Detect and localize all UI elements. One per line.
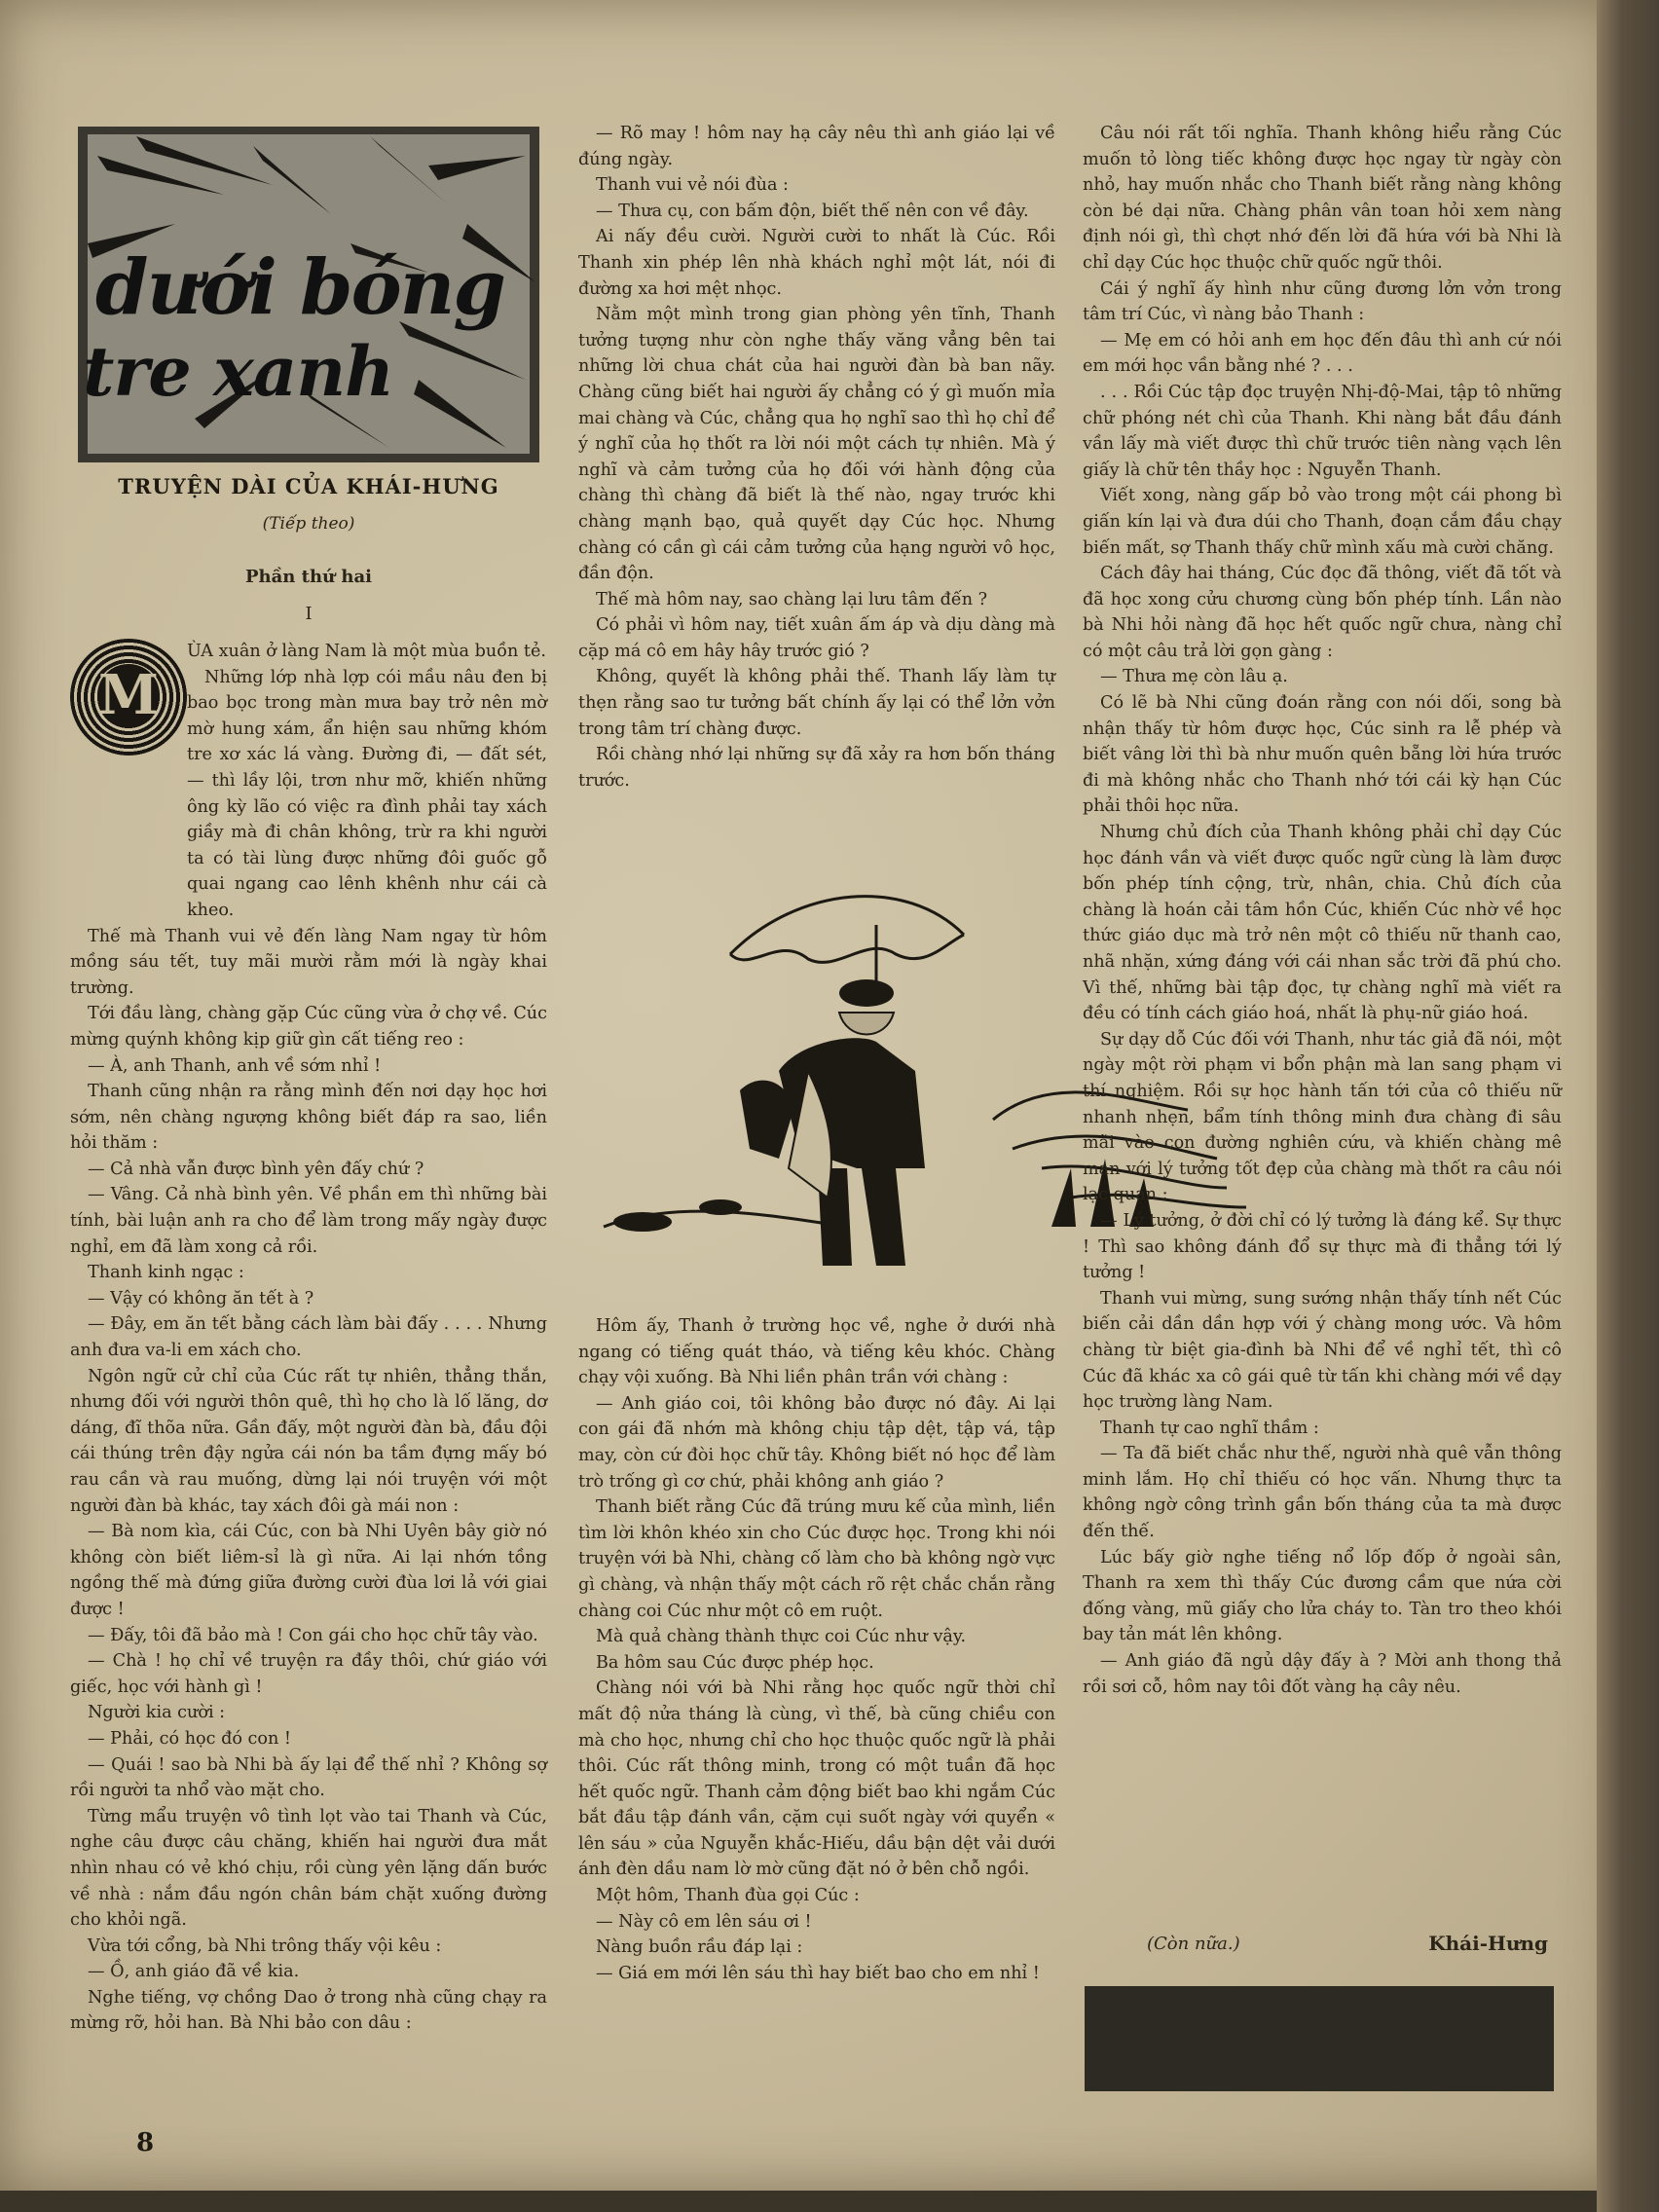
paragraph: — Rõ may ! hôm nay hạ cây nêu thì anh giáo lại về đúng ngày.	[578, 124, 1055, 169]
paragraph: Tới đầu làng, chàng gặp Cúc cũng vừa ở chợ về. Cúc mừng quýnh không kịp giữ gìn cất tiếng reo :	[70, 1004, 547, 1050]
paragraph: — Anh giáo đã ngủ dậy đấy à ? Mời anh thong thả rồi sơi cỗ, hôm nay tôi đốt vàng hạ cây nêu.	[1083, 1651, 1562, 1697]
paragraph: — Anh giáo coi, tôi không bảo được nó đây. Ai lại con gái đã nhớn mà không chịu tập dệt, tập vá, tập may, còn cứ đòi học chữ tây. Không biết nó học để làm trò trống gì cơ chứ, phải không anh giáo ?	[578, 1393, 1055, 1492]
paragraph: Thế mà Thanh vui vẻ đến làng Nam ngay từ hôm mồng sáu tết, tuy mãi mười rằm mới là ngày khai trường.	[70, 926, 547, 998]
paragraph: — Cả nhà vẫn được bình yên đấy chứ ?	[88, 1159, 424, 1179]
part-heading: Phần thứ hai	[245, 567, 372, 587]
title-illustration	[78, 127, 539, 462]
paragraph: Nằm một mình trong gian phòng yên tĩnh, Thanh tưởng tượng như còn nghe thấy văng vẳng bên tai những lời chua chát của hai người đàn bà ban nãy. Chàng cũng biết hai người ấy chẳng có ý gì muốn mỉa mai chàng và Cúc, chẳng qua họ nghĩ sao thì họ chỉ để ý nghĩ của họ thốt ra lời nói một cách tự nhiên. Mà ý nghĩ và cảm tưởng của họ đối với hành động của chàng thì chàng đã biết là thế nào, ngay trước khi chàng mạnh bạo, quả quyết dạy Cúc học. Nhưng chàng có cần gì cái cảm tưởng của hạng người vô học, đần độn.	[578, 305, 1055, 584]
paragraph: Người kia cười :	[88, 1703, 226, 1723]
paragraph: — Vâng. Cả nhà bình yên. Về phần em thì những bài tính, bài luận anh ra cho để làm trong mấy ngày được nghỉ, em đã làm xong cả rồi.	[70, 1185, 547, 1257]
dark-panel	[1085, 1986, 1554, 2091]
paragraph: Viết xong, nàng gấp bỏ vào trong một cái phong bì giấn kín lại và đưa dúi cho Thanh, đoạn cắm đầu chạy biến mất, sợ Thanh thấy chữ mình xấu mà cười chăng.	[1083, 486, 1562, 558]
paragraph: — Bà nom kìa, cái Cúc, con bà Nhi Uyên bây giờ nó không còn biết liêm-sỉ là gì nữa. Ai lại nhớn tồng ngồng thế mà đứng giữa đường cười đùa lơi lả với giai được !	[70, 1522, 547, 1619]
paragraph: Thanh vui vẻ nói đùa :	[596, 175, 789, 196]
paragraph: Câu nói rất tối nghĩa. Thanh không hiểu rằng Cúc muốn tỏ lòng tiếc không được học ngay từ ngày còn nhỏ, hay muốn nhắc cho Thanh biết rằng nàng không còn bé dại nữa. Chàng phân vân toan hỏi xem nàng định nói gì, thì chợt nhớ đến lời đã hứa với bà Nhi là chỉ dạy Cúc học thuộc chữ quốc ngữ thôi.	[1083, 124, 1562, 273]
paragraph: Thanh cũng nhận ra rằng mình đến nơi dạy học hơi sớm, nên chàng ngượng không biết đáp ra sao, liền hỏi thăm :	[70, 1082, 547, 1154]
paragraph: Có phải vì hôm nay, tiết xuân ấm áp và dịu dàng mà cặp má cô em hây hây trước gió ?	[578, 615, 1055, 661]
paragraph: — Lý tưởng, ở đời chỉ có lý tưởng là đáng kể. Sự thực ! Thì sao không đánh đổ sự thực mà đi thẳng tới lý tưởng !	[1083, 1210, 1562, 1283]
paragraph: Sự dạy dỗ Cúc đối với Thanh, như tác giả đã nói, một ngày một rời phạm vi bổn phận mà lan sang phạm vi thí nghiệm. Rồi sự học hành tấn tới của cô thiếu nữ nhanh nhẹn, bẩm tính thông minh đưa chàng đi sâu mãi vào con đường nghiên cứu, và khiến chàng mê man với lý tưởng tốt đẹp của chàng mà thốt ra câu nói lạc quan :	[1083, 1029, 1562, 1205]
title-line-1: dưới bóng	[95, 243, 504, 332]
column-3	[1083, 121, 1562, 1700]
column-1	[70, 639, 547, 2037]
paragraph: — Đây, em ăn tết bằng cách làm bài đấy . . . . Nhưng anh đưa va-li em xách cho.	[70, 1314, 547, 1361]
paragraph: Rồi chàng nhớ lại những sự đã xảy ra hơn bốn tháng trước.	[578, 745, 1055, 791]
paragraph: ÙA xuân ở làng Nam là một mùa buồn tẻ.	[187, 642, 546, 661]
paragraph: . . . Rồi Cúc tập đọc truyện Nhị-độ-Mai, tập tô những chữ phóng nét chì của Thanh. Khi nàng bắt đầu đánh vần lấy mà viết được thì chữ trước tiên nàng vạch lên giấy là chữ tên thầy học : Nguyễn Thanh.	[1083, 382, 1562, 480]
paragraph: — Vậy có không ăn tết à ?	[88, 1288, 314, 1309]
byline: TRUYỆN DÀI CỦA KHÁI-HƯNG	[118, 474, 499, 498]
paragraph: Cách đây hai tháng, Cúc đọc đã thông, viết đã tốt và đã học xong cửu chương cùng bốn phép tính. Lần nào bà Nhi hỏi nàng đã học hết quốc ngữ chưa, nàng chỉ có một câu trả lời gọn gàng :	[1083, 564, 1562, 661]
author-signature: Khái-Hưng	[1428, 1932, 1548, 1955]
paragraph: Hôm ấy, Thanh ở trường học về, nghe ở dưới nhà ngang có tiếng quát tháo, và tiếng kêu khóc. Chàng chạy vội xuống. Bà Nhi liền phân trần với chàng :	[578, 1316, 1055, 1388]
paragraph: — Thưa mẹ còn lâu ạ.	[1100, 667, 1288, 687]
paragraph: — Ồ, anh giáo đã về kia.	[88, 1962, 300, 1982]
paragraph: Thanh vui mừng, sung sướng nhận thấy tính nết Cúc biến cải dần dần hợp với ý chàng mong ước. Và hôm chàng từ biệt gia-đình bà Nhi để về nghỉ tết, thì cô Cúc đã khác xa cô gái quê từ tấn khi chàng mới về dạy học trường làng Nam.	[1083, 1288, 1562, 1413]
drop-cap-letter: M	[98, 663, 159, 727]
column-2	[578, 121, 1055, 793]
paragraph: Mà quả chàng thành thực coi Cúc như vậy.	[596, 1627, 967, 1647]
paragraph: Có lẽ bà Nhi cũng đoán rằng con nói dối, song bà nhận thấy từ hôm được học, Cúc sinh ra lễ phép và biết vâng lời thì bà như muốn quên bẵng lời hứa trước đi mà không nhắc cho Thanh nhớ tới cái kỳ hạn Cúc phải thôi học nữa.	[1083, 693, 1562, 817]
paragraph: — Này cô em lên sáu ơi !	[596, 1911, 812, 1932]
binding-edge	[1597, 0, 1659, 2212]
paragraph: Ngôn ngữ cử chỉ của Cúc rất tự nhiên, thẳng thắn, nhưng đối với người thôn quê, thì họ cho là lố lăng, dơ dáng, đĩ thõa nữa. Gần đấy, một người đàn bà, đầu đội cái thúng trên đậy ngửa cái nón ba tầm đựng mấy bó rau cần và rau muống, dừng lại nói truyện với một người đàn bà khác, tay xách đôi gà mái non :	[70, 1366, 547, 1516]
paragraph: — Quái ! sao bà Nhi bà ấy lại để thế nhỉ ? Không sợ rồi người ta nhổ vào mặt cho.	[70, 1754, 547, 1801]
paragraph: — Mẹ em có hỏi anh em học đến đâu thì anh cứ nói em mới học vần bằng nhé ? . . .	[1083, 330, 1562, 377]
paragraph: Những lớp nhà lợp cói mầu nâu đen bị bao bọc trong màn mưa bay trở nên mờ mờ hung xám, ẩn hiện sau những khóm tre xơ xác lá vàng. Đường đi, — đất sét, — thì lầy lội, trơn như mỡ, khiến những ông kỳ lão có việc ra đình phải tay xách giầy mà đi chân không, trừ ra khi người ta có tài lùng được những đôi guốc gỗ quai ngang cao lênh khênh như cái cà kheo.	[187, 667, 547, 920]
page-number: 8	[136, 2128, 155, 2157]
column-2-lower	[578, 1313, 1055, 1986]
paragraph: — Đấy, tôi đã bảo mà ! Con gái cho học chữ tây vào.	[88, 1625, 538, 1645]
drop-cap	[70, 639, 187, 756]
paragraph: Lúc bấy giờ nghe tiếng nổ lốp đốp ở ngoài sân, Thanh ra xem thì thấy Cúc đương cầm que nứa cời đống vàng, mũ giấy cho lửa cháy to. Tàn tro theo khói bay tản mát lên không.	[1083, 1547, 1562, 1645]
paragraph: — Ta đã biết chắc như thế, người nhà quê vẫn thông minh lắm. Họ chỉ thiếu có học vấn. Nhưng thực ta không ngờ công trình gần bốn tháng của ta mà được đến thế.	[1083, 1444, 1562, 1542]
chapter-number: I	[305, 604, 313, 624]
paragraph: — À, anh Thanh, anh về sớm nhỉ !	[88, 1055, 382, 1076]
paragraph: Thế mà hôm nay, sao chàng lại lưu tâm đến ?	[596, 589, 988, 609]
paragraph: Một hôm, Thanh đùa gọi Cúc :	[596, 1886, 860, 1906]
paragraph: — Giá em mới lên sáu thì hay biết bao cho em nhỉ !	[596, 1963, 1040, 1983]
paragraph: Không, quyết là không phải thế. Thanh lấy làm tự thẹn rằng sao tư tưởng bất chính ấy lại có thể lởn vởn trong tâm trí chàng được.	[578, 667, 1055, 739]
paragraph: — Phải, có học đó con !	[88, 1728, 291, 1749]
paragraph: — Chà ! họ chỉ về truyện ra đầy thôi, chứ giáo với giếc, học với hành gì !	[70, 1651, 547, 1697]
paragraph: Chàng nói với bà Nhi rằng học quốc ngữ thời chỉ mất độ nửa tháng là cùng, vì thế, bà cũng chiều con mà cho học, nhưng chỉ cho học thuộc quốc ngữ là phải thôi. Cúc rất thông minh, trong có một tuần đã học hết quốc ngữ. Thanh cảm động biết bao khi ngắm Cúc bắt đầu tập đánh vần, cặm cụi suốt ngày với quyển « lên sáu » của Nguyễn khắc-Hiếu, dầu bận dệt vải dưới ánh đèn dầu nam lờ mờ cũng đặt nó ở bên chỗ ngồi.	[578, 1678, 1055, 1880]
paragraph: Thanh biết rằng Cúc đã trúng mưu kế của mình, liền tìm lời khôn khéo xin cho Cúc được học. Trong khi nói truyện với bà Nhi, chàng cố làm cho bà không ngờ vực gì chàng, và nhận thấy một cách rõ rệt chắc chắn rằng chàng coi Cúc như một cô em ruột.	[578, 1497, 1055, 1621]
paragraph: Vừa tới cổng, bà Nhi trông thấy vội kêu :	[88, 1936, 442, 1956]
paragraph: Nhưng chủ đích của Thanh không phải chỉ dạy Cúc học đánh vần và viết được quốc ngữ cùng là làm được bốn phép tính cộng, trừ, nhân, chia. Chủ đích của chàng là hoán cải tâm hồn Cúc, khiến Cúc nhờ về học thức giáo dục mà trở nên một cô thiếu nữ thanh cao, nhã nhặn, xứng đáng với cái nhan sắc trời đã phú cho. Vì thế, những bài tập đọc, tự chàng nghĩ mà viết ra đều có tính cách giáo hoá, nhất là phụ-nữ giáo hoá.	[1083, 823, 1562, 1024]
paragraph: Nàng buồn rầu đáp lại :	[596, 1937, 803, 1958]
paragraph: Từng mẩu truyện vô tình lọt vào tai Thanh và Cúc, nghe câu được câu chăng, khiến hai người đưa mắt nhìn nhau có vẻ khó chịu, rồi cùng yên lặng dấn bước về nhà : nắm đầu ngón chân bám chặt xuống đường cho khỏi ngã.	[70, 1806, 547, 1931]
paragraph: Thanh tự cao nghĩ thầm :	[1100, 1418, 1319, 1438]
title-line-2: tre xanh	[83, 331, 393, 412]
paragraph: Ai nấy đều cười. Người cười to nhất là Cúc. Rồi Thanh xin phép lên nhà khách nghỉ một lát, nói đi đường xa hơi mệt nhọc.	[578, 227, 1055, 299]
continued-note: (Tiếp theo)	[262, 514, 355, 534]
paragraph: Nghe tiếng, vợ chồng Dao ở trong nhà cũng chạy ra mừng rỡ, hỏi han. Bà Nhi bảo con dâu :	[70, 1987, 547, 2034]
paragraph: Cái ý nghĩ ấy hình như cũng đương lởn vởn trong tâm trí Cúc, vì nàng bảo Thanh :	[1083, 278, 1562, 325]
paragraph: Thanh kinh ngạc :	[88, 1263, 244, 1283]
to-be-continued: (Còn nữa.)	[1147, 1934, 1240, 1954]
paragraph: — Thưa cụ, con bấm độn, biết thế nên con về đây.	[596, 201, 1029, 221]
paragraph: Ba hôm sau Cúc được phép học.	[596, 1652, 874, 1673]
